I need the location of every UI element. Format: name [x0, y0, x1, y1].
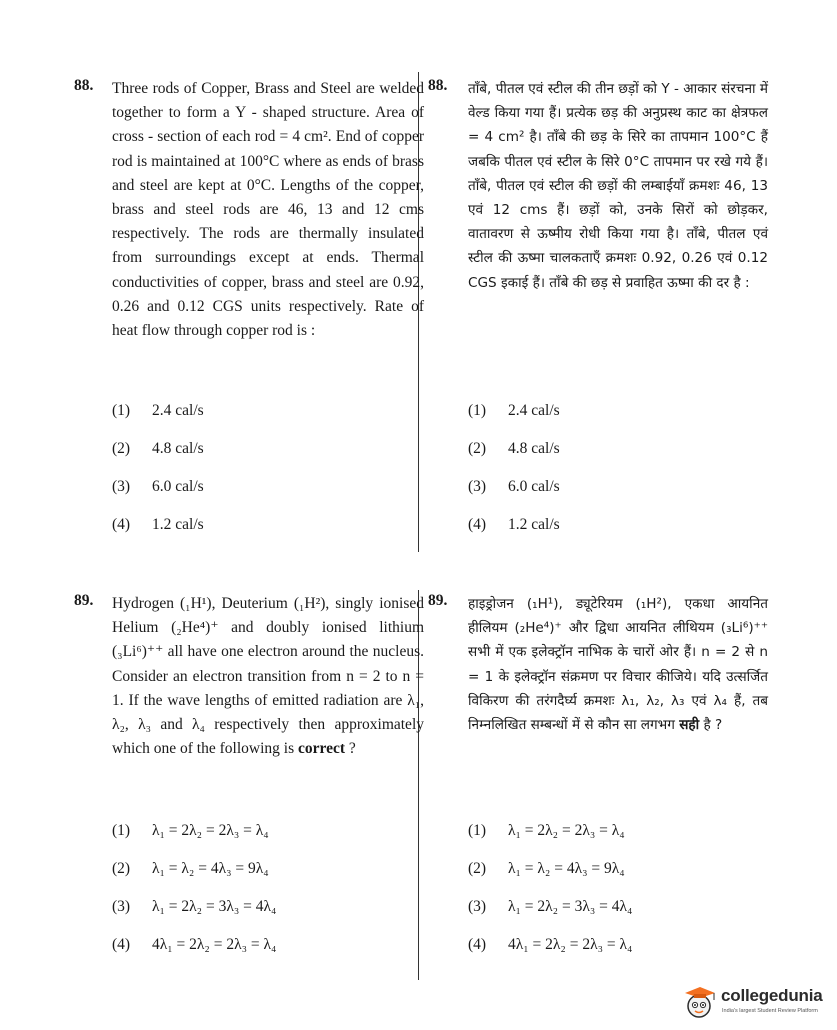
- option[interactable]: (3) λ₁ = 2λ₂ = 3λ₃ = 4λ₄: [112, 898, 277, 915]
- question-89-number-hi: 89.: [428, 592, 448, 609]
- option[interactable]: (2) λ₁ = λ₂ = 4λ₃ = 9λ₄: [468, 860, 625, 877]
- question-89-hindi: [468, 592, 768, 737]
- option[interactable]: (2) 4.8 cal/s: [468, 440, 560, 457]
- option[interactable]: (4) 1.2 cal/s: [468, 516, 560, 533]
- option[interactable]: (3) 6.0 cal/s: [468, 478, 560, 495]
- option[interactable]: (1) 2.4 cal/s: [468, 402, 560, 419]
- question-88-number-hi: 88.: [428, 77, 448, 94]
- question-89-number-en: 89.: [74, 592, 94, 609]
- option[interactable]: (1) 2.4 cal/s: [112, 402, 204, 419]
- option[interactable]: (4) 4λ₁ = 2λ₂ = 2λ₃ = λ₄: [468, 936, 633, 953]
- question-88-stem-en: Three rods of Copper, Brass and Steel are welded together to form a Y - shaped structure. Area of cross - section of each rod = 4 cm². End of copper rod is maintained at 100°C where as ends of brass and steel are kept at 0°C. Lengths of the copper, brass and steel rods are 46, 13 and 12 cms respectively. The rods are thermally insulated from surroundings except at ends. Thermal conductivities of copper, brass and steel are 0.92, 0.26 and 0.12 CGS units respectively. Rate of heat flow through copper rod is :: [112, 80, 424, 340]
- question-88-stem-hi: ताँबे, पीतल एवं स्टील की तीन छड़ों को Y - आकार संरचना में वेल्ड किया गया हैं। प्रत्येक छड़ की अनुप्रस्थ काट का क्षेत्रफल = 4 cm² है। ताँबे की छड़ के सिरे का तापमान 100°C हैं जबकि पीतल एवं स्टील के सिरे 0°C तापमान पर रखे गये हैं। ताँबे, पीतल एवं स्टील की छड़ों की लम्बाईयाँ क्रमशः 46, 13 एवं 12 cms हैं। छड़ों को, उनके सिरों को छोड़कर, वातावरण से ऊष्मीय रोधी किया गया है। ताँबे, पीतल एवं स्टील की ऊष्मा चालकताएँ क्रमशः 0.92, 0.26 एवं 0.12 CGS इकाई हैं। ताँबे की छड़ से प्रवाहित ऊष्मा की दर है :: [468, 81, 768, 291]
- collegedunia-logo[interactable]: [681, 980, 829, 1024]
- option[interactable]: (4) 1.2 cal/s: [112, 516, 204, 533]
- option[interactable]: (3) λ₁ = 2λ₂ = 3λ₃ = 4λ₄: [468, 898, 633, 915]
- option[interactable]: (3) 6.0 cal/s: [112, 478, 204, 495]
- question-88-hindi: [468, 77, 768, 295]
- question-88-english: [112, 77, 424, 343]
- logo-name: collegedunia: [721, 986, 823, 1005]
- option[interactable]: (4) 4λ₁ = 2λ₂ = 2λ₃ = λ₄: [112, 936, 277, 953]
- option[interactable]: (2) 4.8 cal/s: [112, 440, 204, 457]
- question-89-english: [112, 592, 424, 761]
- option[interactable]: (2) λ₁ = λ₂ = 4λ₃ = 9λ₄: [112, 860, 269, 877]
- emphasis-correct: correct: [297, 740, 346, 758]
- emphasis-sahi: सही: [679, 717, 700, 734]
- option[interactable]: (1) λ₁ = 2λ₂ = 2λ₃ = λ₄: [112, 822, 269, 839]
- option[interactable]: (1) λ₁ = 2λ₂ = 2λ₃ = λ₄: [468, 822, 625, 839]
- question-89-stem-en: Hydrogen (₁H¹), Deuterium (₁H²), singly ionised Helium (₂He⁴)⁺ and doubly ionised lithium (₃Li⁶)⁺⁺ all have one electron around the nucleus. Consider an electron transition from n = 2 to n = 1. If the wave lengths of emitted radiation are λ₁, λ₂, λ₃ and λ₄ respectively then approximately which one of the following is correct ?: [112, 595, 424, 758]
- graduate-mascot-icon: [681, 984, 721, 1020]
- logo-tagline: India's largest Student Review Platform: [722, 1008, 818, 1014]
- question-88-number-en: 88.: [74, 77, 94, 94]
- question-89-stem-hi: हाइड्रोजन (₁H¹), ड्यूटेरियम (₁H²), एकधा आयनित हीलियम (₂He⁴)⁺ और द्विधा आयनित लीथियम (₃Li⁶)⁺⁺ सभी में एक इलेक्ट्रॉन नाभिक के चारों ओर हैं। n = 2 से n = 1 के इलेक्ट्रॉन संक्रमण पर विचार कीजिये। यदि उत्सर्जित विकिरण की तरंगदैर्घ्य क्रमशः λ₁, λ₂, λ₃ एवं λ₄ हैं, तब निम्नलिखित सम्बन्धों में से कौन सा लगभग सही है ?: [468, 596, 768, 734]
